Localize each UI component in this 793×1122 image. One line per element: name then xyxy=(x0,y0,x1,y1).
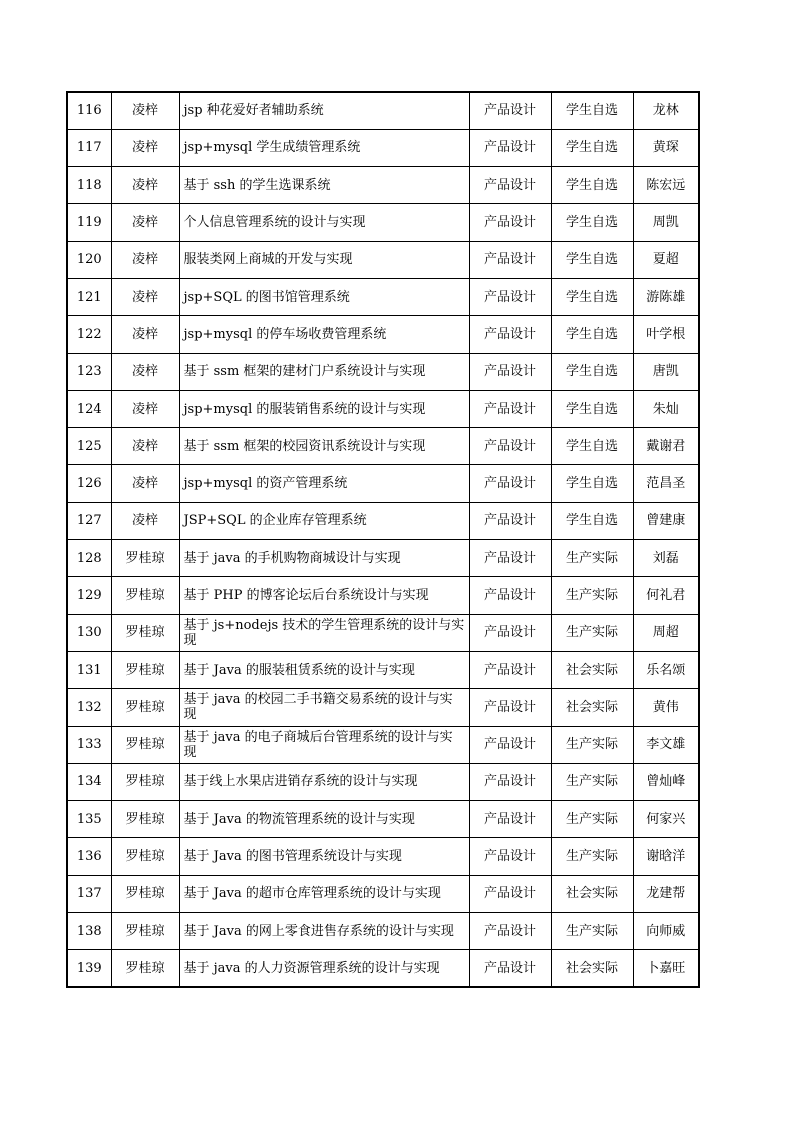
topic-title: 基于线上水果店进销存系统的设计与实现 xyxy=(179,763,469,800)
topic-source: 学生自选 xyxy=(551,92,633,129)
row-number: 133 xyxy=(67,726,111,763)
row-number: 127 xyxy=(67,502,111,539)
topic-title: 基于 Java 的图书管理系统设计与实现 xyxy=(179,838,469,875)
topic-type: 产品设计 xyxy=(469,614,551,651)
topic-title: JSP+SQL 的企业库存管理系统 xyxy=(179,502,469,539)
advisor-name: 凌梓 xyxy=(111,316,179,353)
row-number: 124 xyxy=(67,390,111,427)
topic-source: 学生自选 xyxy=(551,241,633,278)
advisor-name: 凌梓 xyxy=(111,129,179,166)
advisor-name: 罗桂琼 xyxy=(111,838,179,875)
student-name: 谢晗洋 xyxy=(633,838,699,875)
topic-source: 生产实际 xyxy=(551,763,633,800)
student-name: 卜嘉旺 xyxy=(633,950,699,987)
topic-title: jsp+mysql 的服装销售系统的设计与实现 xyxy=(179,390,469,427)
table-row xyxy=(67,278,699,315)
row-number: 132 xyxy=(67,689,111,726)
topic-source: 学生自选 xyxy=(551,353,633,390)
row-number: 138 xyxy=(67,913,111,950)
table-row xyxy=(67,241,699,278)
topic-source: 学生自选 xyxy=(551,465,633,502)
row-number: 126 xyxy=(67,465,111,502)
student-name: 李文雄 xyxy=(633,726,699,763)
student-name: 何家兴 xyxy=(633,801,699,838)
topic-title: 服装类网上商城的开发与实现 xyxy=(179,241,469,278)
topic-type: 产品设计 xyxy=(469,689,551,726)
table-row xyxy=(67,204,699,241)
table-row xyxy=(67,651,699,688)
advisor-name: 凌梓 xyxy=(111,241,179,278)
topic-source: 学生自选 xyxy=(551,129,633,166)
student-name: 夏超 xyxy=(633,241,699,278)
row-number: 137 xyxy=(67,875,111,912)
topic-title: jsp+mysql 的资产管理系统 xyxy=(179,465,469,502)
topic-source: 学生自选 xyxy=(551,167,633,204)
table-row xyxy=(67,353,699,390)
table-row xyxy=(67,614,699,651)
student-name: 向师威 xyxy=(633,913,699,950)
table-body xyxy=(67,92,699,987)
topic-type: 产品设计 xyxy=(469,577,551,614)
topic-title: 基于 Java 的服装租赁系统的设计与实现 xyxy=(179,651,469,688)
topic-source: 生产实际 xyxy=(551,838,633,875)
topic-title: jsp+mysql 的停车场收费管理系统 xyxy=(179,316,469,353)
row-number: 139 xyxy=(67,950,111,987)
advisor-name: 罗桂琼 xyxy=(111,689,179,726)
topic-title: 基于 Java 的网上零食进售存系统的设计与实现 xyxy=(179,913,469,950)
student-name: 周超 xyxy=(633,614,699,651)
row-number: 121 xyxy=(67,278,111,315)
topic-source: 生产实际 xyxy=(551,801,633,838)
row-number: 118 xyxy=(67,167,111,204)
topic-type: 产品设计 xyxy=(469,913,551,950)
topic-source: 学生自选 xyxy=(551,278,633,315)
student-name: 叶学根 xyxy=(633,316,699,353)
student-name: 曾建康 xyxy=(633,502,699,539)
topic-title: 基于 Java 的超市仓库管理系统的设计与实现 xyxy=(179,875,469,912)
table-row xyxy=(67,502,699,539)
topic-title: 基于 ssm 框架的建材门户系统设计与实现 xyxy=(179,353,469,390)
advisor-name: 凌梓 xyxy=(111,502,179,539)
topic-type: 产品设计 xyxy=(469,167,551,204)
topic-source: 学生自选 xyxy=(551,428,633,465)
table-row xyxy=(67,465,699,502)
student-name: 曾灿峰 xyxy=(633,763,699,800)
advisor-name: 罗桂琼 xyxy=(111,614,179,651)
topic-type: 产品设计 xyxy=(469,763,551,800)
topic-type: 产品设计 xyxy=(469,651,551,688)
topic-title: 基于 PHP 的博客论坛后台系统设计与实现 xyxy=(179,577,469,614)
table-row xyxy=(67,726,699,763)
topic-title: jsp 种花爱好者辅助系统 xyxy=(179,92,469,129)
topic-source: 生产实际 xyxy=(551,614,633,651)
student-name: 何礼君 xyxy=(633,577,699,614)
topic-type: 产品设计 xyxy=(469,204,551,241)
topic-source: 学生自选 xyxy=(551,204,633,241)
topic-title: 基于 ssh 的学生选课系统 xyxy=(179,167,469,204)
topic-title: 基于 java 的电子商城后台管理系统的设计与实现 xyxy=(179,726,469,763)
table-row xyxy=(67,129,699,166)
topic-title: 基于 java 的手机购物商城设计与实现 xyxy=(179,540,469,577)
advisor-name: 凌梓 xyxy=(111,390,179,427)
topic-type: 产品设计 xyxy=(469,353,551,390)
table-row xyxy=(67,428,699,465)
row-number: 128 xyxy=(67,540,111,577)
topic-type: 产品设计 xyxy=(469,838,551,875)
advisor-name: 凌梓 xyxy=(111,428,179,465)
row-number: 136 xyxy=(67,838,111,875)
student-name: 刘磊 xyxy=(633,540,699,577)
table-row xyxy=(67,875,699,912)
advisor-name: 罗桂琼 xyxy=(111,726,179,763)
row-number: 134 xyxy=(67,763,111,800)
topic-type: 产品设计 xyxy=(469,950,551,987)
table-row xyxy=(67,763,699,800)
topic-source: 生产实际 xyxy=(551,726,633,763)
table-row xyxy=(67,577,699,614)
topic-source: 社会实际 xyxy=(551,689,633,726)
student-name: 范昌圣 xyxy=(633,465,699,502)
topic-title: 基于 java 的人力资源管理系统的设计与实现 xyxy=(179,950,469,987)
table-row xyxy=(67,838,699,875)
student-name: 黄琛 xyxy=(633,129,699,166)
topic-source: 社会实际 xyxy=(551,950,633,987)
table-row xyxy=(67,950,699,987)
advisor-name: 罗桂琼 xyxy=(111,950,179,987)
topic-type: 产品设计 xyxy=(469,390,551,427)
table-row xyxy=(67,316,699,353)
advisor-name: 凌梓 xyxy=(111,278,179,315)
table-row xyxy=(67,167,699,204)
student-name: 龙林 xyxy=(633,92,699,129)
row-number: 120 xyxy=(67,241,111,278)
row-number: 122 xyxy=(67,316,111,353)
thesis-topic-table xyxy=(66,91,700,988)
row-number: 130 xyxy=(67,614,111,651)
topic-title: 基于 js+nodejs 技术的学生管理系统的设计与实现 xyxy=(179,614,469,651)
topic-source: 社会实际 xyxy=(551,875,633,912)
topic-type: 产品设计 xyxy=(469,278,551,315)
topic-type: 产品设计 xyxy=(469,241,551,278)
row-number: 119 xyxy=(67,204,111,241)
topic-source: 学生自选 xyxy=(551,502,633,539)
topic-title: jsp+SQL 的图书馆管理系统 xyxy=(179,278,469,315)
topic-type: 产品设计 xyxy=(469,502,551,539)
topic-type: 产品设计 xyxy=(469,465,551,502)
advisor-name: 凌梓 xyxy=(111,167,179,204)
advisor-name: 罗桂琼 xyxy=(111,875,179,912)
topic-type: 产品设计 xyxy=(469,92,551,129)
table-row xyxy=(67,689,699,726)
row-number: 135 xyxy=(67,801,111,838)
row-number: 131 xyxy=(67,651,111,688)
topic-title: 个人信息管理系统的设计与实现 xyxy=(179,204,469,241)
topic-source: 学生自选 xyxy=(551,316,633,353)
advisor-name: 罗桂琼 xyxy=(111,540,179,577)
row-number: 116 xyxy=(67,92,111,129)
topic-title: 基于 Java 的物流管理系统的设计与实现 xyxy=(179,801,469,838)
advisor-name: 罗桂琼 xyxy=(111,763,179,800)
topic-type: 产品设计 xyxy=(469,726,551,763)
advisor-name: 罗桂琼 xyxy=(111,577,179,614)
row-number: 129 xyxy=(67,577,111,614)
student-name: 陈宏远 xyxy=(633,167,699,204)
topic-title: 基于 java 的校园二手书籍交易系统的设计与实现 xyxy=(179,689,469,726)
advisor-name: 罗桂琼 xyxy=(111,651,179,688)
topic-source: 学生自选 xyxy=(551,390,633,427)
student-name: 周凯 xyxy=(633,204,699,241)
topic-type: 产品设计 xyxy=(469,875,551,912)
topic-type: 产品设计 xyxy=(469,428,551,465)
student-name: 龙建帮 xyxy=(633,875,699,912)
topic-source: 生产实际 xyxy=(551,577,633,614)
row-number: 123 xyxy=(67,353,111,390)
topic-type: 产品设计 xyxy=(469,316,551,353)
topic-source: 生产实际 xyxy=(551,913,633,950)
advisor-name: 罗桂琼 xyxy=(111,801,179,838)
table-row xyxy=(67,390,699,427)
table-row xyxy=(67,801,699,838)
advisor-name: 罗桂琼 xyxy=(111,913,179,950)
topic-source: 社会实际 xyxy=(551,651,633,688)
topic-title: jsp+mysql 学生成绩管理系统 xyxy=(179,129,469,166)
advisor-name: 凌梓 xyxy=(111,204,179,241)
topic-type: 产品设计 xyxy=(469,129,551,166)
topic-type: 产品设计 xyxy=(469,801,551,838)
advisor-name: 凌梓 xyxy=(111,92,179,129)
student-name: 唐凯 xyxy=(633,353,699,390)
table-row xyxy=(67,913,699,950)
table-row xyxy=(67,540,699,577)
student-name: 戴谢君 xyxy=(633,428,699,465)
student-name: 乐名颂 xyxy=(633,651,699,688)
student-name: 朱灿 xyxy=(633,390,699,427)
topic-type: 产品设计 xyxy=(469,540,551,577)
row-number: 125 xyxy=(67,428,111,465)
student-name: 黄伟 xyxy=(633,689,699,726)
student-name: 游陈雄 xyxy=(633,278,699,315)
row-number: 117 xyxy=(67,129,111,166)
table-row xyxy=(67,92,699,129)
advisor-name: 凌梓 xyxy=(111,353,179,390)
advisor-name: 凌梓 xyxy=(111,465,179,502)
topic-source: 生产实际 xyxy=(551,540,633,577)
topic-title: 基于 ssm 框架的校园资讯系统设计与实现 xyxy=(179,428,469,465)
